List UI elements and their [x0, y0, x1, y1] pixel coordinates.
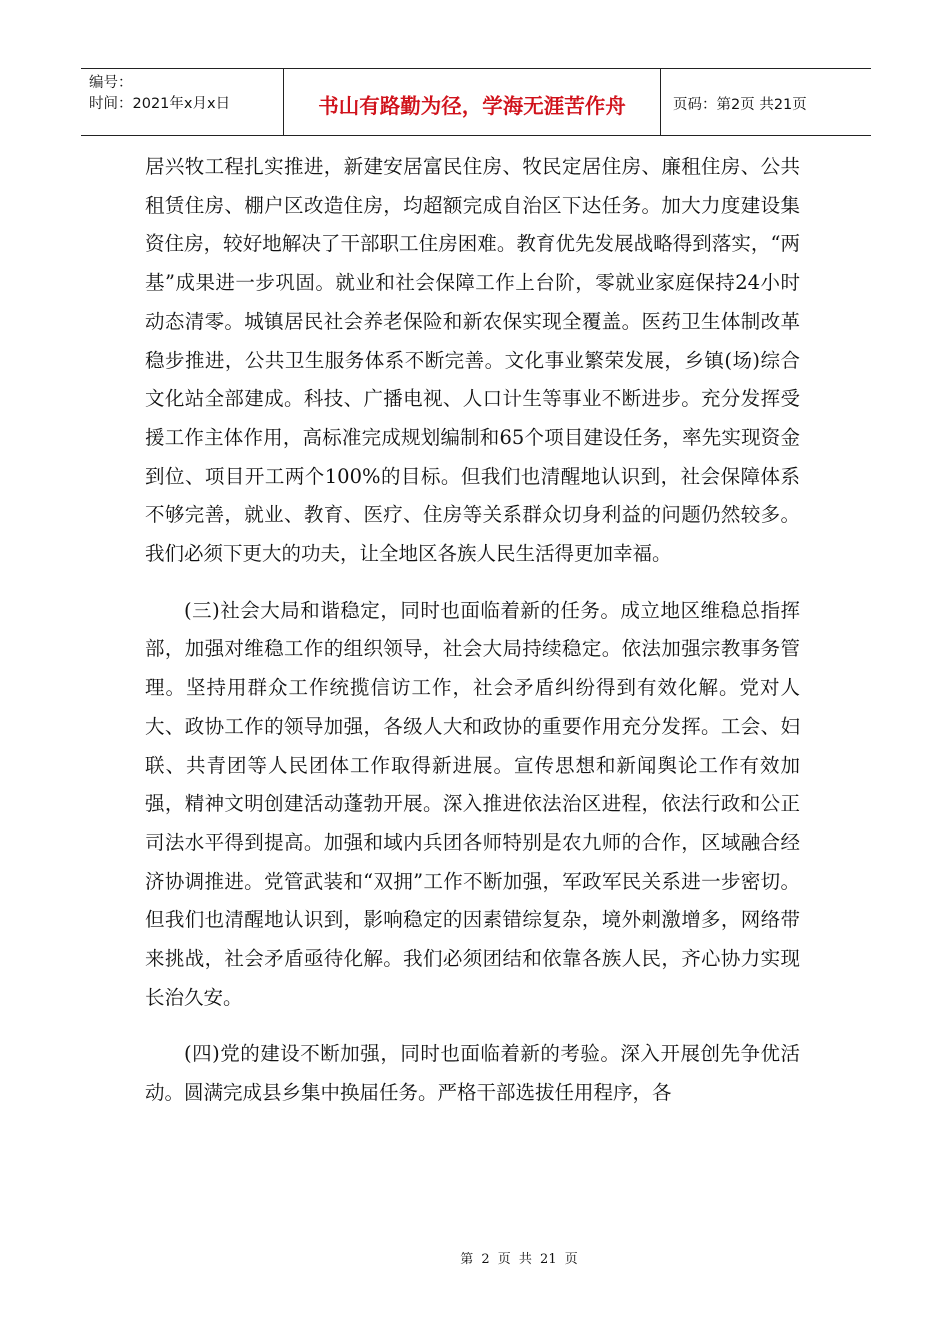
- header-meta: [81, 69, 284, 135]
- header-page-info: 页码：第2页 共21页: [673, 96, 807, 113]
- paragraph-section-3: (三)社会大局和谐稳定，同时也面临着新的任务。成立地区维稳总指挥部，加强对维稳工作的组织领导，社会大局持续稳定。依法加强宗教事务管理。坚持用群众工作统揽信访工作，社会矛盾纠纷得到有效化解。党对人大、政协工作的领导加强，各级人大和政协的重要作用充分发挥。工会、妇联、共青团等人民团体工作取得新进展。宣传思想和新闻舆论工作有效加强，精神文明创建活动蓬勃开展。深入推进依法治区进程，依法行政和公正司法水平得到提高。加强和域内兵团各师特别是农九师的合作，区域融合经济协调推进。党管武装和“双拥”工作不断加强，军政军民关系进一步密切。但我们也清醒地认识到，影响稳定的因素错综复杂，境外刺激增多，网络带来挑战，社会矛盾亟待化解。我们必须团结和依靠各族人民，齐心协力实现长治久安。: [145, 598, 800, 1009]
- paragraph-continued: 居兴牧工程扎实推进，新建安居富民住房、牧民定居住房、廉租住房、公共租赁住房、棚户区改造住房，均超额完成自治区下达任务。加大力度建设集资住房，较好地解决了干部职工住房困难。教育优先发展战略得到落实，“两基”成果进一步巩固。就业和社会保障工作上台阶，零就业家庭保持24小时动态清零。城镇居民社会养老保险和新农保实现全覆盖。医药卫生体制改革稳步推进，公共卫生服务体系不断完善。文化事业繁荣发展，乡镇(场)综合文化站全部建成。科技、广播电视、人口计生等事业不断进步。充分发挥受援工作主体作用，高标准完成规划编制和65个项目建设任务，率先实现资金到位、项目开工两个100%的目标。但我们也清醒地认识到，社会保障体系不够完善，就业、教育、医疗、住房等关系群众切身利益的问题仍然较多。我们必须下更大的功夫，让全地区各族人民生活得更加幸福。: [145, 155, 800, 566]
- page-header: [81, 68, 871, 136]
- page-footer: 第 2 页 共 21 页: [460, 1252, 578, 1267]
- header-time-label: 时间：2021年x月x日: [89, 96, 231, 112]
- header-motto: 书山有路勤为径，学海无涯苦作舟: [284, 69, 661, 135]
- header-number-label: 编号：: [89, 75, 133, 91]
- document-body: [145, 148, 800, 1113]
- paragraph-section-4: (四)党的建设不断加强，同时也面临着新的考验。深入开展创先争优活动。圆满完成县乡集中换届任务。严格干部选拔任用程序，各: [145, 1042, 800, 1105]
